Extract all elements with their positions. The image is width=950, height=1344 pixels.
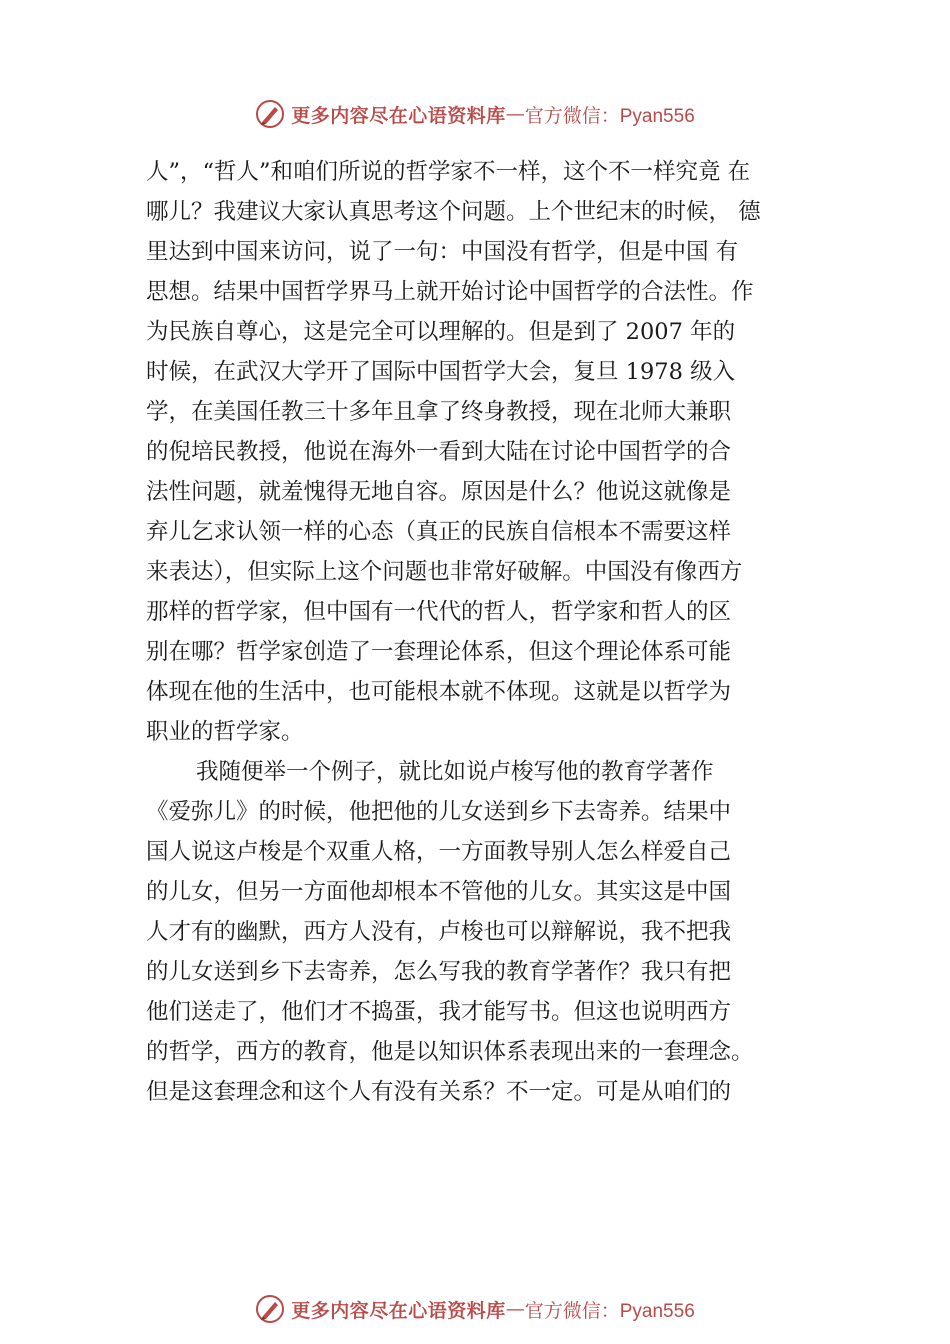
document-body [146,152,826,1112]
text-line: 里达到中国来访问，说了一句：中国没有哲学，但是中国 有 [146,239,739,265]
text-line: 的儿女送到乡下去寄养，怎么写我的教育学著作？我只有把 [146,959,732,985]
banner-text: 更多内容尽在心语资料库 [291,1299,506,1322]
text-line: 学，在美国任教三十多年且拿了终身教授，现在北师大兼职 [146,399,732,425]
banner-separator: — [505,103,525,125]
text-line: 弃儿乞求认领一样的心态（真正的民族自信根本不需要这样 [146,519,732,545]
text-line: 职业的哲学家。 [146,719,304,745]
text-line: 体现在他的生活中，也可能根本就不体现。这就是以哲学为 [146,679,732,705]
text-line: 为民族自尊心，这是完全可以理解的。但是到了 2007 年的 [146,319,736,345]
text-line: 的儿女，但另一方面他却根本不管他的儿女。其实这是中国 [146,879,732,905]
text-line: 哪儿？我建议大家认真思考这个问题。上个世纪末的时候， 德 [146,199,761,225]
text-line: 的倪培民教授，他说在海外一看到大陆在讨论中国哲学的合 [146,439,732,465]
banner-contact: 官方微信：Pyan556 [524,105,695,127]
text-line: 人才有的幽默，西方人没有，卢梭也可以辩解说，我不把我 [146,919,732,945]
pen-logo-icon [255,99,285,129]
text-line: 别在哪？哲学家创造了一套理论体系，但这个理论体系可能 [146,639,732,665]
text-line: 国人说这卢梭是个双重人格，一方面教导别人怎么样爱自己 [146,839,732,865]
pen-logo-icon [255,1294,285,1324]
text-line: 的哲学，西方的教育，他是以知识体系表现出来的一套理念。 [146,1039,754,1065]
text-line: 时候，在武汉大学开了国际中国哲学大会，复旦 1978 级入 [146,359,736,385]
header-banner [0,94,950,134]
text-line: 人”，“哲人”和咱们所说的哲学家不一样，这个不一样究竟 在 [146,159,751,185]
banner-contact: 官方微信：Pyan556 [524,1300,695,1322]
banner-separator: — [505,1298,525,1320]
text-line: 法性问题，就羞愧得无地自容。原因是什么？他说这就像是 [146,479,732,505]
text-line: 思想。结果中国哲学界马上就开始讨论中国哲学的合法性。作 [146,279,754,305]
text-line: 但是这套理念和这个人有没有关系？不一定。可是从咱们的 [146,1079,732,1105]
text-line: 那样的哲学家，但中国有一代代的哲人，哲学家和哲人的区 [146,599,732,625]
paragraph-start-line: 我随便举一个例子，就比如说卢梭写他的教育学著作 [196,759,714,785]
banner-text: 更多内容尽在心语资料库 [291,104,506,127]
footer-banner [0,1289,950,1329]
text-line: 他们送走了，他们才不捣蛋，我才能写书。但这也说明西方 [146,999,732,1025]
text-line: 来表达），但实际上这个问题也非常好破解。中国没有像西方 [146,559,743,585]
text-line: 《爱弥儿》的时候，他把他的儿女送到乡下去寄养。结果中 [146,799,732,825]
